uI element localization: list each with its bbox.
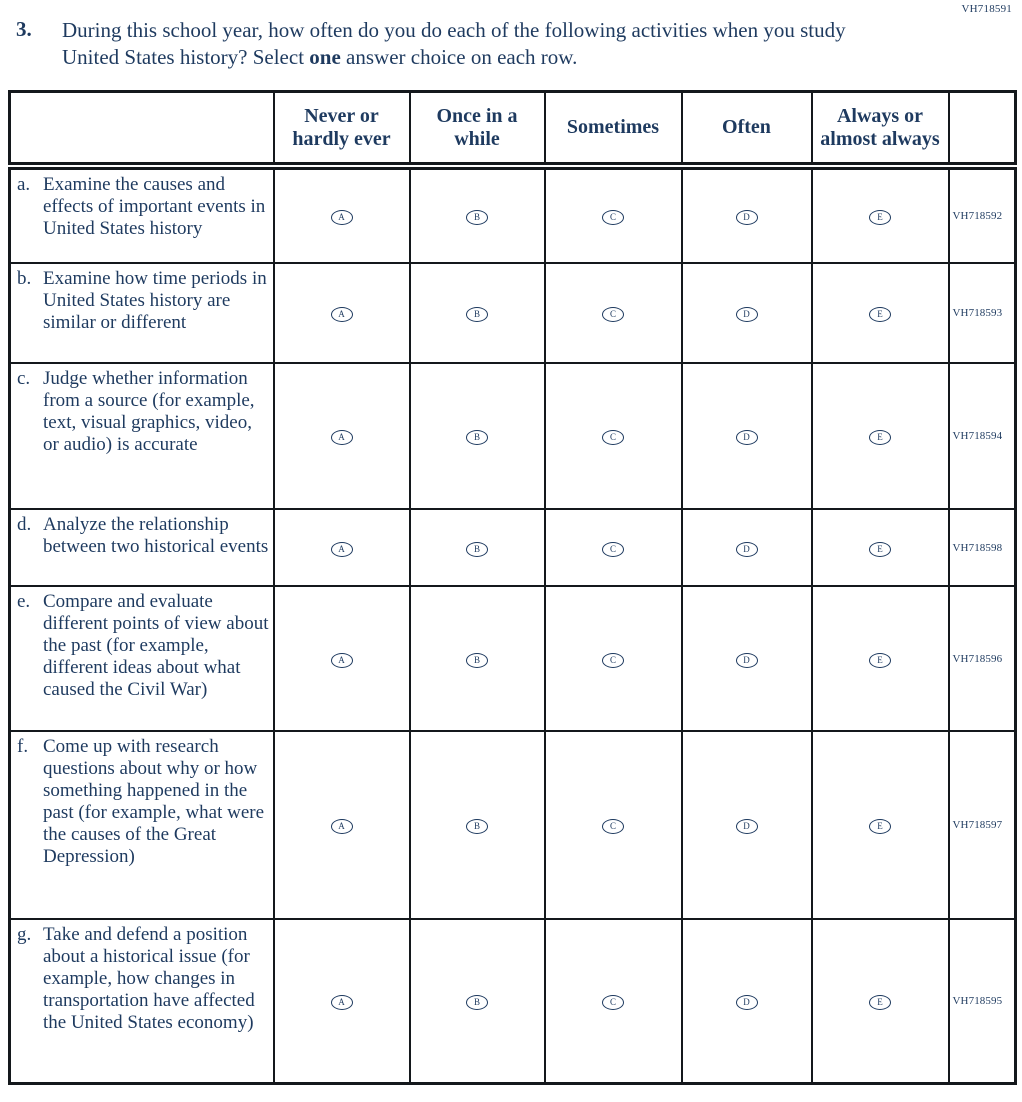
option-cell: [410, 586, 545, 731]
option-cell: [545, 731, 682, 919]
activity-label: [17, 268, 269, 334]
column-header-often: Often: [682, 91, 812, 166]
activity-text: Examine how time periods in United States history are similar or different: [43, 268, 267, 334]
option-bubble-C[interactable]: C: [602, 542, 624, 557]
activity-cell: [10, 363, 274, 509]
item-code: VH718593: [949, 263, 1016, 363]
row-letter: d.: [17, 514, 32, 536]
option-bubble-A[interactable]: A: [331, 542, 353, 557]
option-cell: [812, 263, 949, 363]
option-cell: [410, 263, 545, 363]
header-code-cell: [949, 91, 1016, 166]
option-cell: [682, 166, 812, 263]
option-bubble-B[interactable]: B: [466, 995, 488, 1010]
form-code: VH718591: [961, 3, 1012, 15]
activity-label: [17, 736, 269, 868]
activity-cell: [10, 586, 274, 731]
table-row: [10, 166, 1016, 263]
option-bubble-D[interactable]: D: [736, 210, 758, 225]
option-cell: [545, 919, 682, 1083]
item-code: VH718595: [949, 919, 1016, 1083]
option-cell: [682, 363, 812, 509]
option-bubble-A[interactable]: A: [331, 995, 353, 1010]
option-bubble-D[interactable]: D: [736, 995, 758, 1010]
option-bubble-E[interactable]: E: [869, 430, 891, 445]
column-header-always: Always or almost always: [812, 91, 949, 166]
column-header-sometimes: Sometimes: [545, 91, 682, 166]
option-cell: [812, 509, 949, 586]
option-cell: [812, 363, 949, 509]
option-bubble-C[interactable]: C: [602, 653, 624, 668]
option-bubble-D[interactable]: D: [736, 653, 758, 668]
column-header-once-in-a-while: Once in a while: [410, 91, 545, 166]
option-bubble-E[interactable]: E: [869, 653, 891, 668]
option-cell: [545, 509, 682, 586]
item-code: VH718598: [949, 509, 1016, 586]
row-letter: e.: [17, 591, 31, 613]
row-letter: b.: [17, 268, 32, 290]
option-cell: [410, 166, 545, 263]
option-bubble-B[interactable]: B: [466, 653, 488, 668]
item-code: VH718596: [949, 586, 1016, 731]
option-bubble-B[interactable]: B: [466, 430, 488, 445]
option-cell: [812, 166, 949, 263]
option-cell: [274, 363, 410, 509]
option-cell: [545, 263, 682, 363]
option-bubble-B[interactable]: B: [466, 542, 488, 557]
option-cell: [274, 263, 410, 363]
question-text-start: During this school year, how often do you do each of the following activities when you study United States history? Select: [62, 18, 846, 69]
activity-text: Examine the causes and effects of important events in United States history: [43, 174, 266, 240]
option-cell: [545, 586, 682, 731]
option-cell: [410, 509, 545, 586]
header-empty-cell: [10, 91, 274, 166]
option-cell: [682, 731, 812, 919]
question-number: 3.: [16, 17, 32, 41]
option-bubble-E[interactable]: E: [869, 819, 891, 834]
activity-cell: [10, 919, 274, 1083]
option-bubble-B[interactable]: B: [466, 819, 488, 834]
option-cell: [274, 919, 410, 1083]
option-bubble-D[interactable]: D: [736, 542, 758, 557]
question-block: [0, 0, 1022, 71]
activity-text: Come up with research questions about why or how something happened in the past (for example, what were the causes of the Great Depression): [43, 736, 265, 868]
column-header-never: Never or hardly ever: [274, 91, 410, 166]
activity-cell: [10, 263, 274, 363]
table-row: [10, 919, 1016, 1083]
item-code: VH718597: [949, 731, 1016, 919]
response-grid: [8, 90, 1017, 1085]
option-cell: [545, 166, 682, 263]
option-cell: [682, 586, 812, 731]
option-bubble-D[interactable]: D: [736, 819, 758, 834]
activity-label: [17, 368, 269, 456]
item-code: VH718594: [949, 363, 1016, 509]
activity-label: [17, 924, 269, 1034]
question-text: [62, 17, 874, 71]
option-bubble-A[interactable]: A: [331, 430, 353, 445]
activity-text: Take and defend a position about a historical issue (for example, how changes in transportation have affected the United States economy): [43, 924, 255, 1034]
option-bubble-C[interactable]: C: [602, 430, 624, 445]
option-bubble-B[interactable]: B: [466, 307, 488, 322]
option-bubble-E[interactable]: E: [869, 307, 891, 322]
option-bubble-B[interactable]: B: [466, 210, 488, 225]
option-cell: [682, 919, 812, 1083]
item-code: VH718592: [949, 166, 1016, 263]
option-cell: [274, 509, 410, 586]
option-cell: [410, 363, 545, 509]
row-letter: a.: [17, 174, 31, 196]
table-row: [10, 586, 1016, 731]
option-cell: [545, 363, 682, 509]
table-row: [10, 731, 1016, 919]
activity-label: [17, 591, 269, 701]
activity-text: Analyze the relationship between two historical events: [43, 514, 269, 558]
header-row: [10, 91, 1016, 166]
option-cell: [274, 586, 410, 731]
option-cell: [812, 586, 949, 731]
option-cell: [682, 509, 812, 586]
option-cell: [274, 731, 410, 919]
option-cell: [274, 166, 410, 263]
question-text-end: answer choice on each row.: [340, 44, 578, 69]
option-bubble-A[interactable]: A: [331, 210, 353, 225]
table-row: [10, 509, 1016, 586]
row-letter: g.: [17, 924, 32, 946]
activity-cell: [10, 731, 274, 919]
option-bubble-C[interactable]: C: [602, 210, 624, 225]
row-letter: f.: [17, 736, 29, 758]
option-bubble-C[interactable]: C: [602, 819, 624, 834]
activity-cell: [10, 166, 274, 263]
table-row: [10, 363, 1016, 509]
option-cell: [410, 919, 545, 1083]
option-bubble-A[interactable]: A: [331, 819, 353, 834]
option-bubble-A[interactable]: A: [331, 307, 353, 322]
option-cell: [410, 731, 545, 919]
option-bubble-E[interactable]: E: [869, 210, 891, 225]
option-bubble-C[interactable]: C: [602, 995, 624, 1010]
option-bubble-A[interactable]: A: [331, 653, 353, 668]
activity-text: Judge whether information from a source (for example, text, visual graphics, video, or audio) is accurate: [43, 368, 255, 456]
option-cell: [682, 263, 812, 363]
question-bold-word: one: [309, 44, 341, 69]
table-row: [10, 263, 1016, 363]
option-cell: [812, 919, 949, 1083]
option-bubble-E[interactable]: E: [869, 995, 891, 1010]
activity-cell: [10, 509, 274, 586]
option-bubble-D[interactable]: D: [736, 430, 758, 445]
activity-label: [17, 174, 269, 240]
option-cell: [812, 731, 949, 919]
activity-text: Compare and evaluate different points of view about the past (for example, different ideas about what caused the Civil War): [43, 591, 269, 701]
activity-label: [17, 514, 269, 558]
option-bubble-C[interactable]: C: [602, 307, 624, 322]
row-letter: c.: [17, 368, 31, 390]
option-bubble-D[interactable]: D: [736, 307, 758, 322]
option-bubble-E[interactable]: E: [869, 542, 891, 557]
